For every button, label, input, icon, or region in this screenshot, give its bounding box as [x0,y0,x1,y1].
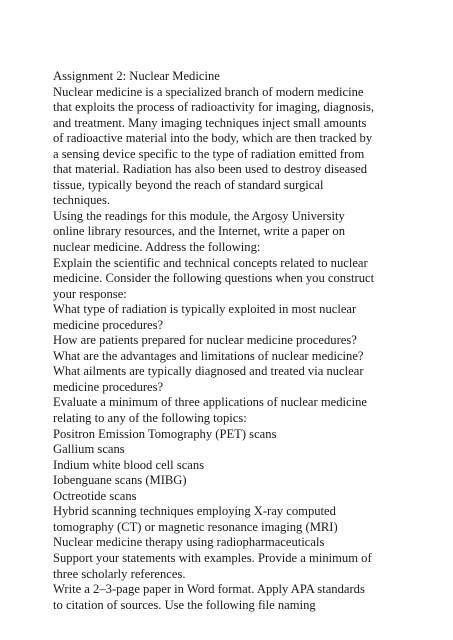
text-line: Nuclear medicine is a specialized branch of modern medicine [53,84,364,99]
text-line: Using the readings for this module, the Argosy University [53,208,345,223]
text-line: Write a 2–3-page paper in Word format. Apply APA standards [53,582,365,597]
text-line: medicine. Consider the following questions when you construct [53,271,375,286]
text-line: Nuclear medicine therapy using radiopharmaceuticals [53,535,325,550]
text-line: tissue, typically beyond the reach of standard surgical [53,177,324,192]
text-line: What are the advantages and limitations of nuclear medicine? [53,348,364,363]
text-line: online library resources, and the Internet, write a paper on [53,224,345,239]
text-line: three scholarly references. [53,566,186,581]
text-line: that material. Radiation has also been used to destroy diseased [53,162,368,177]
text-line: Gallium scans [53,442,125,457]
text-line: Octreotide scans [53,488,137,503]
text-line: your response: [53,286,127,301]
document-body [53,69,413,613]
text-line: Iobenguane scans (MIBG) [53,473,187,488]
text-line: Explain the scientific and technical concepts related to nuclear [53,255,368,270]
text-line: What type of radiation is typically exploited in most nuclear [53,302,357,317]
text-line: tomography (CT) or magnetic resonance imaging (MRI) [53,519,338,534]
text-line: Support your statements with examples. Provide a minimum of [53,550,372,565]
text-line: that exploits the process of radioactivity for imaging, diagnosis, [53,100,375,115]
text-line: nuclear medicine. Address the following: [53,240,261,255]
text-line: techniques. [53,193,111,208]
text-line: How are patients prepared for nuclear medicine procedures? [53,333,357,348]
text-line: of radioactive material into the body, which are then tracked by [53,131,373,146]
text-line: a sensing device specific to the type of radiation emitted from [53,146,365,161]
text-line: Evaluate a minimum of three applications of nuclear medicine [53,395,368,410]
text-line: Positron Emission Tomography (PET) scans [53,426,277,441]
text-line: and treatment. Many imaging techniques inject small amounts [53,115,367,130]
text-line: to citation of sources. Use the following file naming [53,597,316,612]
text-line: What ailments are typically diagnosed and treated via nuclear [53,364,364,379]
text-line: medicine procedures? [53,317,164,332]
text-line: relating to any of the following topics: [53,411,247,426]
text-line: Hybrid scanning techniques employing X-ray computed [53,504,336,519]
document-title: Assignment 2: Nuclear Medicine [53,69,220,83]
text-line: Indium white blood cell scans [53,457,205,472]
text-line: medicine procedures? [53,379,164,394]
